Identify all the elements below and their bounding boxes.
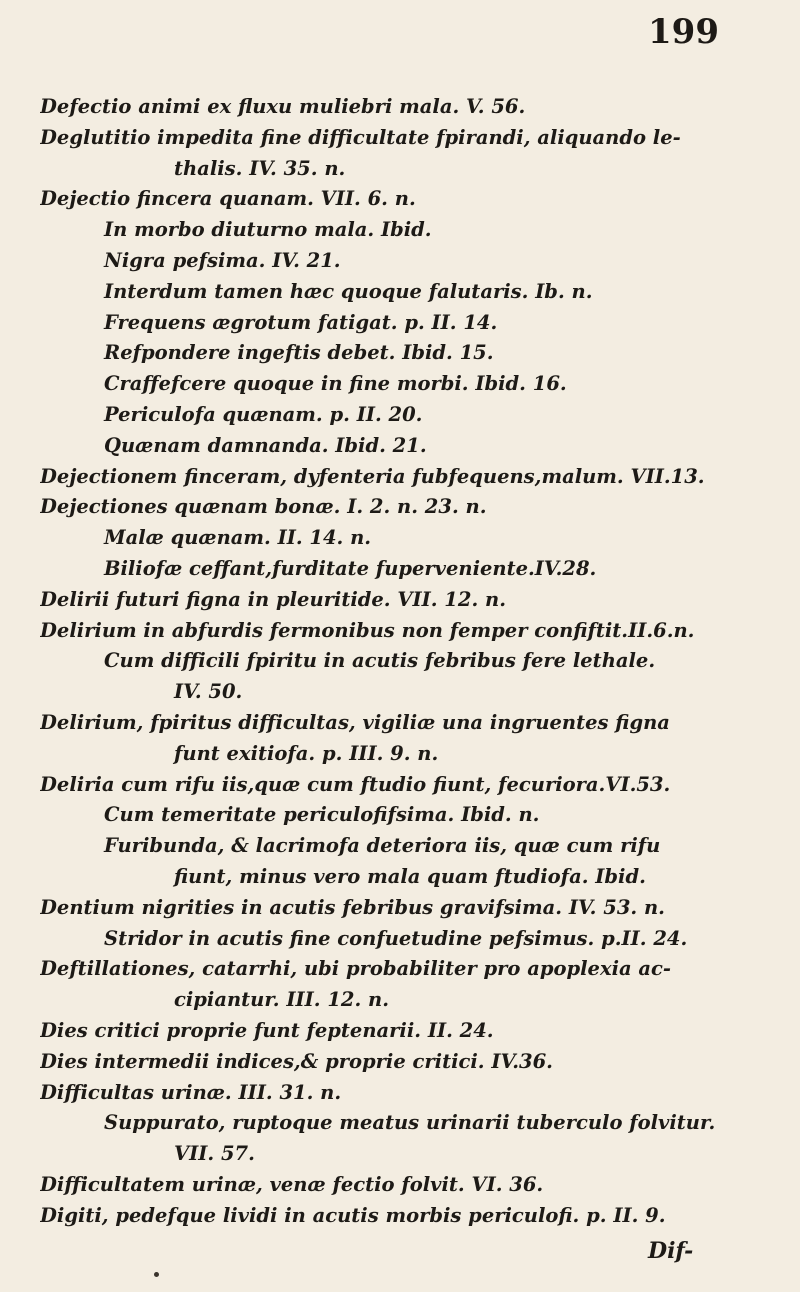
- index-entry: In morbo diuturno mala. Ibid.: [104, 218, 432, 242]
- index-entry: Refpondere ingeftis debet. Ibid. 15.: [104, 341, 494, 365]
- index-entry: fiunt, minus vero mala quam ftudiofa. Ibid.: [174, 864, 646, 888]
- index-entries: [40, 92, 770, 1231]
- index-entry: Deglutitio impedita fine difficultate fpirandi, aliquando le-: [40, 125, 681, 149]
- index-entry: Cum temeritate periculofifsima. Ibid. n.: [104, 803, 540, 827]
- index-entry: thalis. IV. 35. n.: [174, 156, 346, 180]
- index-entry: Furibunda, & lacrimofa deteriora iis, quæ cum rifu: [104, 834, 661, 858]
- ink-dot: [154, 1272, 159, 1277]
- index-entry: Malæ quænam. II. 14. n.: [104, 526, 372, 550]
- index-entry: Deftillationes, catarrhi, ubi probabiliter pro apoplexia ac-: [40, 957, 672, 981]
- index-entry: Delirium, fpiritus difficultas, vigiliæ una ingruentes figna: [40, 710, 670, 734]
- index-entry: Craffefcere quoque in fine morbi. Ibid. 16.: [104, 372, 567, 396]
- index-entry: Interdum tamen hæc quoque falutaris. Ib. n.: [104, 279, 593, 303]
- index-entry: Nigra pefsima. IV. 21.: [104, 248, 341, 272]
- index-entry: Quænam damnanda. Ibid. 21.: [104, 433, 427, 457]
- index-entry: Periculofa quænam. p. II. 20.: [104, 402, 423, 426]
- index-entry: Difficultatem urinæ, venæ fectio folvit. VI. 36.: [40, 1172, 544, 1196]
- page-number: 199: [648, 12, 719, 52]
- index-entry: Stridor in acutis fine confuetudine pefsimus. p.II. 24.: [104, 926, 688, 950]
- index-entry: Dejectionem finceram, dyfenteria fubfequens,malum. VII.13.: [40, 464, 705, 488]
- index-entry: Digiti, pedefque lividi in acutis morbis periculofi. p. II. 9.: [40, 1203, 666, 1227]
- index-entry: Delirium in abfurdis fermonibus non femper confiftit.II.6.n.: [40, 618, 695, 642]
- index-entry: Defectio animi ex fluxu muliebri mala. V. 56.: [40, 95, 526, 118]
- index-entry: Cum difficili fpiritu in acutis febribus fere lethale.: [104, 649, 656, 673]
- index-entry: Delirii futuri figna in pleuritide. VII. 12. n.: [40, 587, 506, 611]
- index-entry: cipiantur. III. 12. n.: [174, 988, 390, 1012]
- index-entry: Biliofæ ceffant,furditate fuperveniente.IV.28.: [104, 556, 597, 580]
- catchword: Dif-: [648, 1238, 694, 1264]
- index-entry: funt exitiofa. p. III. 9. n.: [174, 741, 439, 765]
- index-entry: Dies intermedii indices,& proprie critici. IV.36.: [40, 1049, 553, 1073]
- index-entry: IV. 50.: [174, 680, 243, 704]
- index-entry: Dies critici proprie funt feptenarii. II. 24.: [40, 1018, 494, 1042]
- index-entry: Dejectiones quænam bonæ. I. 2. n. 23. n.: [40, 495, 487, 519]
- index-entry: Deliria cum rifu iis,quæ cum ftudio fiunt, fecuriora.VI.53.: [40, 772, 671, 796]
- index-entry: Frequens ægrotum fatigat. p. II. 14.: [104, 310, 498, 334]
- index-entry: VII. 57.: [174, 1142, 255, 1166]
- index-entry: Dentium nigrities in acutis febribus gravifsima. IV. 53. n.: [40, 895, 665, 919]
- index-entry: Suppurato, ruptoque meatus urinarii tuberculo folvitur.: [104, 1111, 716, 1135]
- index-entry: Difficultas urinæ. III. 31. n.: [40, 1080, 342, 1104]
- index-entry: Dejectio fincera quanam. VII. 6. n.: [40, 187, 416, 211]
